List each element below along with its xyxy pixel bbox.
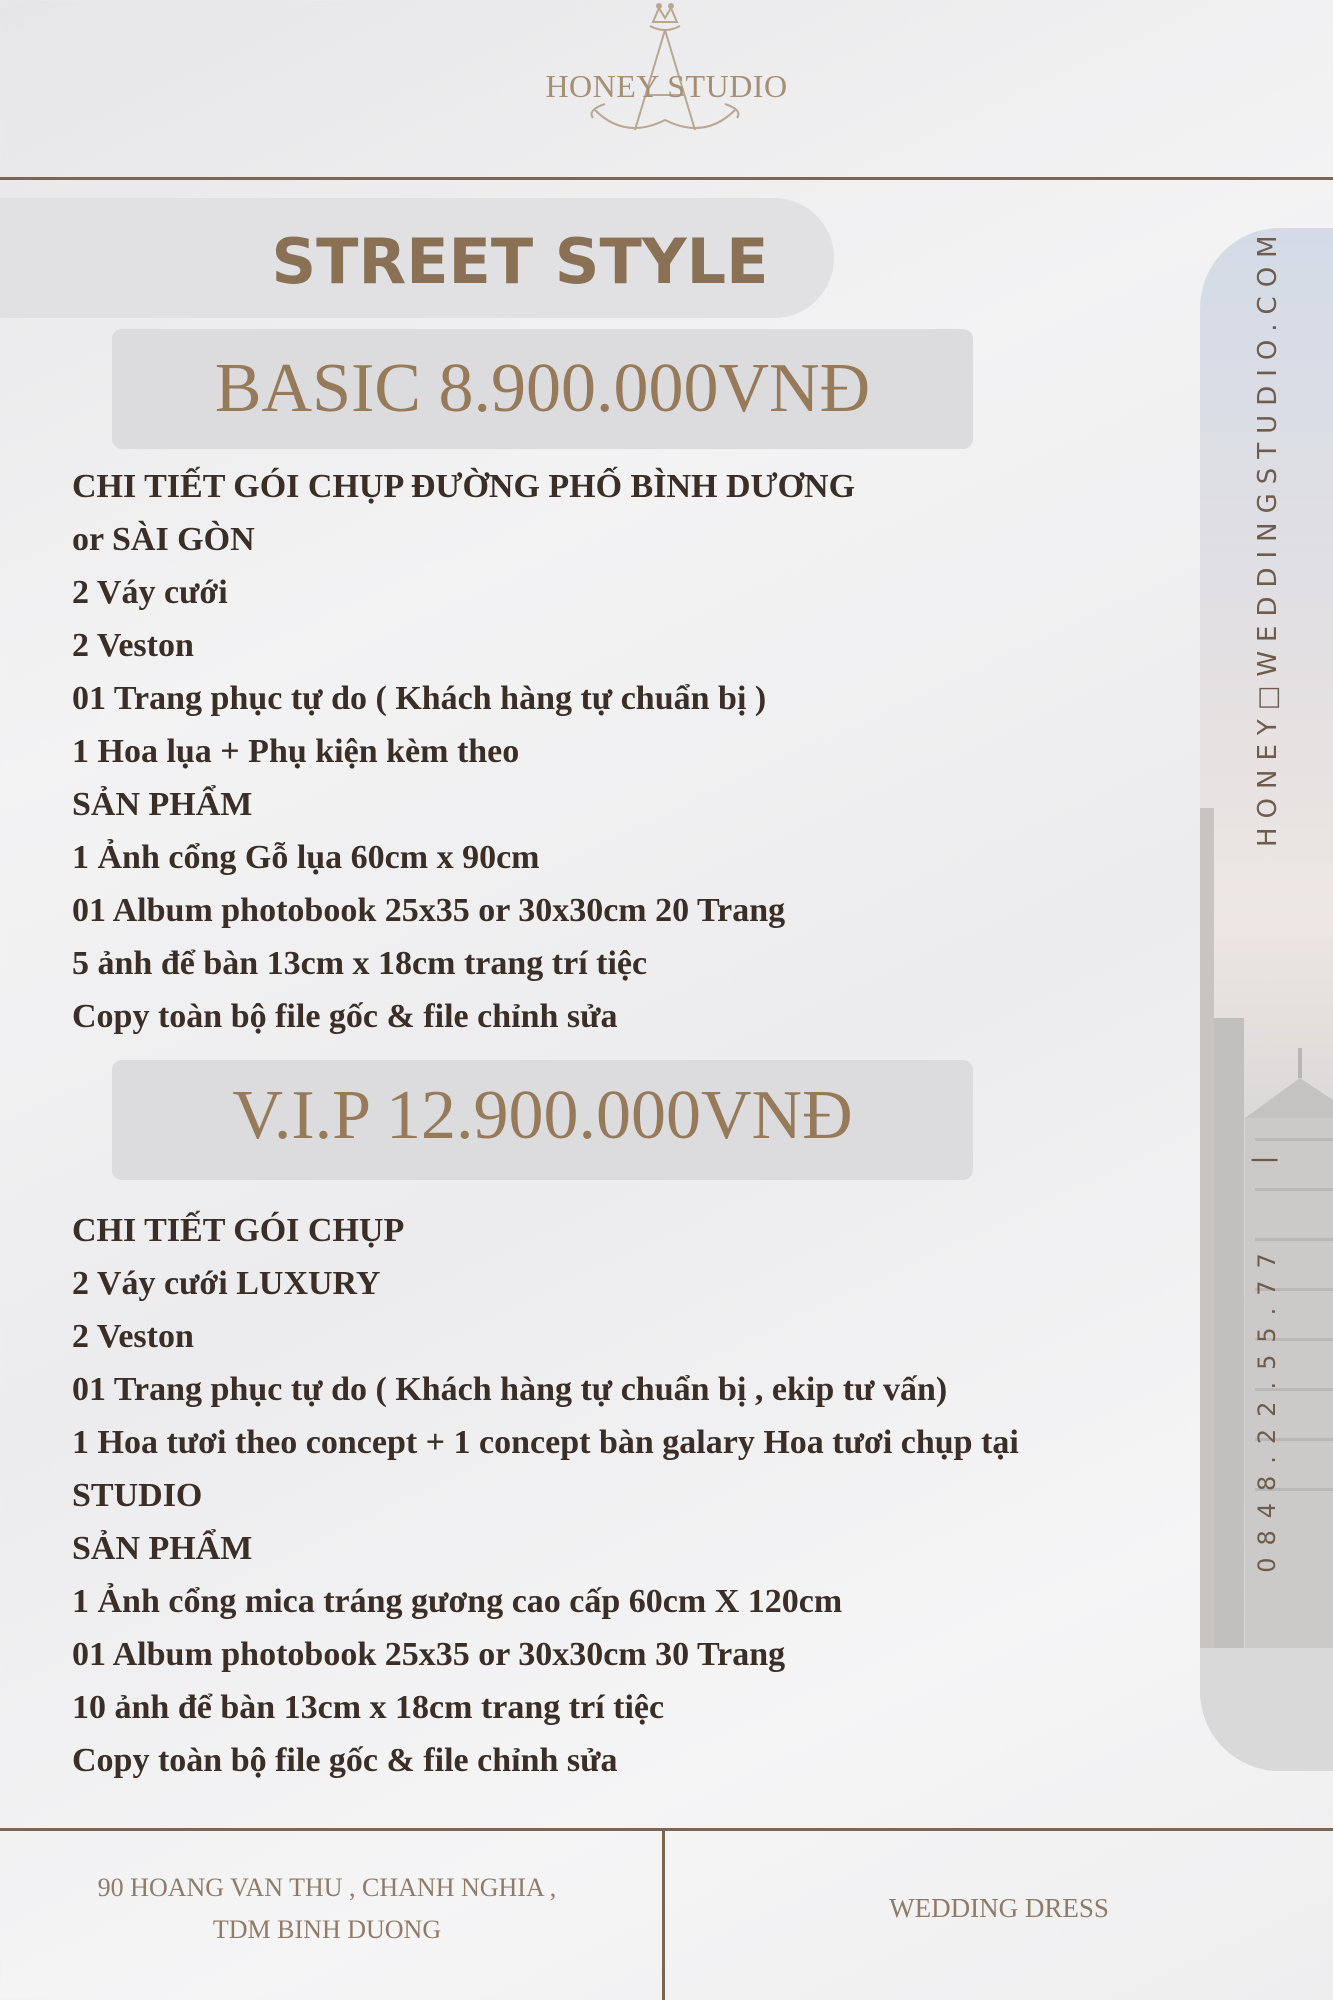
detail-line: 01 Trang phục tự do ( Khách hàng tự chuẩn bị ) xyxy=(72,680,767,717)
top-divider xyxy=(0,177,1333,180)
side-separator: | xyxy=(1248,1155,1278,1165)
detail-line: 01 Album photobook 25x35 or 30x30cm 30 Trang xyxy=(72,1636,786,1673)
detail-line: 1 Hoa tươi theo concept + 1 concept bàn galary Hoa tươi chụp tại xyxy=(72,1424,1019,1461)
footer-address xyxy=(40,1867,614,1951)
section-heading-products: SẢN PHẨM xyxy=(72,1530,253,1567)
detail-line: 1 Ảnh cổng Gỗ lụa 60cm x 90cm xyxy=(72,839,540,876)
website-vertical-text: HONEY□WEDDINGSTUDIO.COM xyxy=(1253,226,1283,847)
vip-price: V.I.P 12.900.000VNĐ xyxy=(232,1077,853,1154)
detail-line: Copy toàn bộ file gốc & file chỉnh sửa xyxy=(72,1742,618,1779)
detail-line: 2 Veston xyxy=(72,627,194,664)
detail-line: 10 ảnh để bàn 13cm x 18cm trang trí tiệc xyxy=(72,1689,665,1726)
brand-logo xyxy=(0,0,1333,170)
vip-package-details xyxy=(72,1204,1019,1787)
brand-name: HONEY STUDIO xyxy=(545,68,788,104)
section-heading-products: SẢN PHẨM xyxy=(72,786,253,823)
basic-price: BASIC 8.900.000VNĐ xyxy=(214,350,871,427)
page-title: STREET STYLE xyxy=(271,225,769,298)
address-line-1: 90 HOANG VAN THU , CHANH NGHIA , xyxy=(97,1873,557,1902)
detail-line: 2 Veston xyxy=(72,1318,194,1355)
detail-line: CHI TIẾT GÓI CHỤP xyxy=(72,1212,405,1249)
phone-vertical-text: 0848.22.55.77 xyxy=(1253,1241,1281,1573)
detail-line: or SÀI GÒN xyxy=(72,521,255,558)
detail-line: 5 ảnh để bàn 13cm x 18cm trang trí tiệc xyxy=(72,945,648,982)
address-line-2: TDM BINH DUONG xyxy=(212,1915,442,1944)
detail-line: 1 Ảnh cổng mica tráng gương cao cấp 60cm X 120cm xyxy=(72,1583,843,1620)
detail-line: STUDIO xyxy=(72,1477,203,1514)
detail-line: 01 Trang phục tự do ( Khách hàng tự chuẩn bị , ekip tư vấn) xyxy=(72,1371,948,1408)
footer-label: WEDDING DRESS xyxy=(889,1893,1109,1923)
detail-line: 2 Váy cưới LUXURY xyxy=(72,1265,381,1302)
detail-line: 1 Hoa lụa + Phụ kiện kèm theo xyxy=(72,733,520,770)
bottom-divider xyxy=(0,1828,1333,1831)
detail-line: 01 Album photobook 25x35 or 30x30cm 20 Trang xyxy=(72,892,786,929)
detail-line: 2 Váy cưới xyxy=(72,574,228,611)
basic-package-details xyxy=(72,460,855,1043)
detail-line: Copy toàn bộ file gốc & file chỉnh sửa xyxy=(72,998,618,1035)
detail-line: CHI TIẾT GÓI CHỤP ĐƯỜNG PHỐ BÌNH DƯƠNG xyxy=(72,468,856,505)
